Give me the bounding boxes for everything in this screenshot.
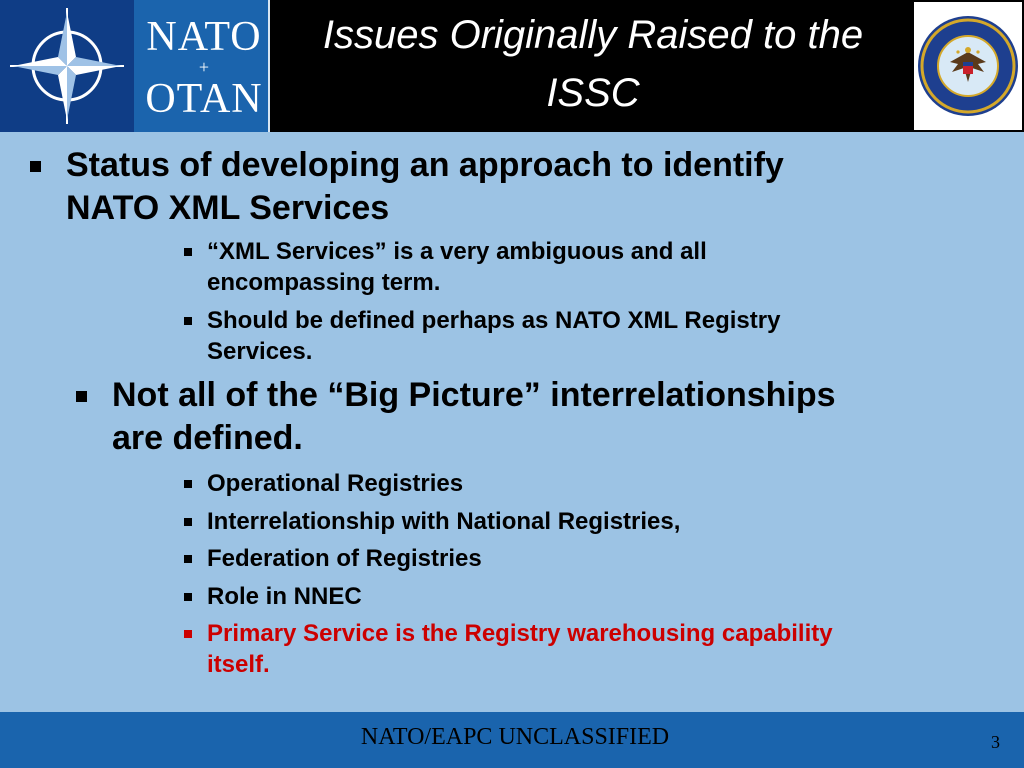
bullet-text-line: NATO XML Services (66, 189, 390, 227)
nato-otan-wordmark (140, 0, 268, 132)
slide-header (0, 0, 1024, 132)
bullet-text-line: Operational Registries (207, 470, 464, 497)
bullet-text-line: “XML Services” is a very ambiguous and all (207, 238, 707, 265)
bullet-text-line: Interrelationship with National Registries, (207, 508, 681, 535)
classification-label: NATO/EAPC UNCLASSIFIED (360, 724, 670, 750)
nato-separator: + (198, 57, 210, 77)
department-of-defense-seal-icon (914, 2, 1022, 130)
nato-compass-star-icon (0, 0, 134, 132)
slide-title-line-2: ISSC (546, 71, 640, 115)
nato-otan-logo (0, 0, 270, 132)
nato-word: NATO (146, 14, 262, 60)
bullet-text-line: itself. (207, 651, 270, 678)
bullet-text-line: are defined. (112, 419, 303, 457)
bullet-text-line: Services. (207, 338, 313, 365)
slide-title (270, 6, 916, 122)
bullet-text-line: Primary Service is the Registry warehousing capability (207, 620, 833, 647)
slide-footer (0, 712, 1024, 768)
otan-word: OTAN (145, 76, 263, 122)
page-number: 3 (991, 732, 1000, 752)
slide-body (0, 132, 1024, 712)
bullet-text-line: Status of developing an approach to identify (66, 146, 784, 184)
bullet-text-line: Role in NNEC (207, 583, 362, 610)
bullet-text-line: encompassing term. (207, 269, 441, 296)
slide-title-line-1: Issues Originally Raised to the (322, 13, 864, 57)
bullet-text-line: Should be defined perhaps as NATO XML Registry (207, 307, 781, 334)
bullet-text-line: Not all of the “Big Picture” interrelationships (112, 376, 836, 414)
bullet-text-line: Federation of Registries (207, 545, 482, 572)
